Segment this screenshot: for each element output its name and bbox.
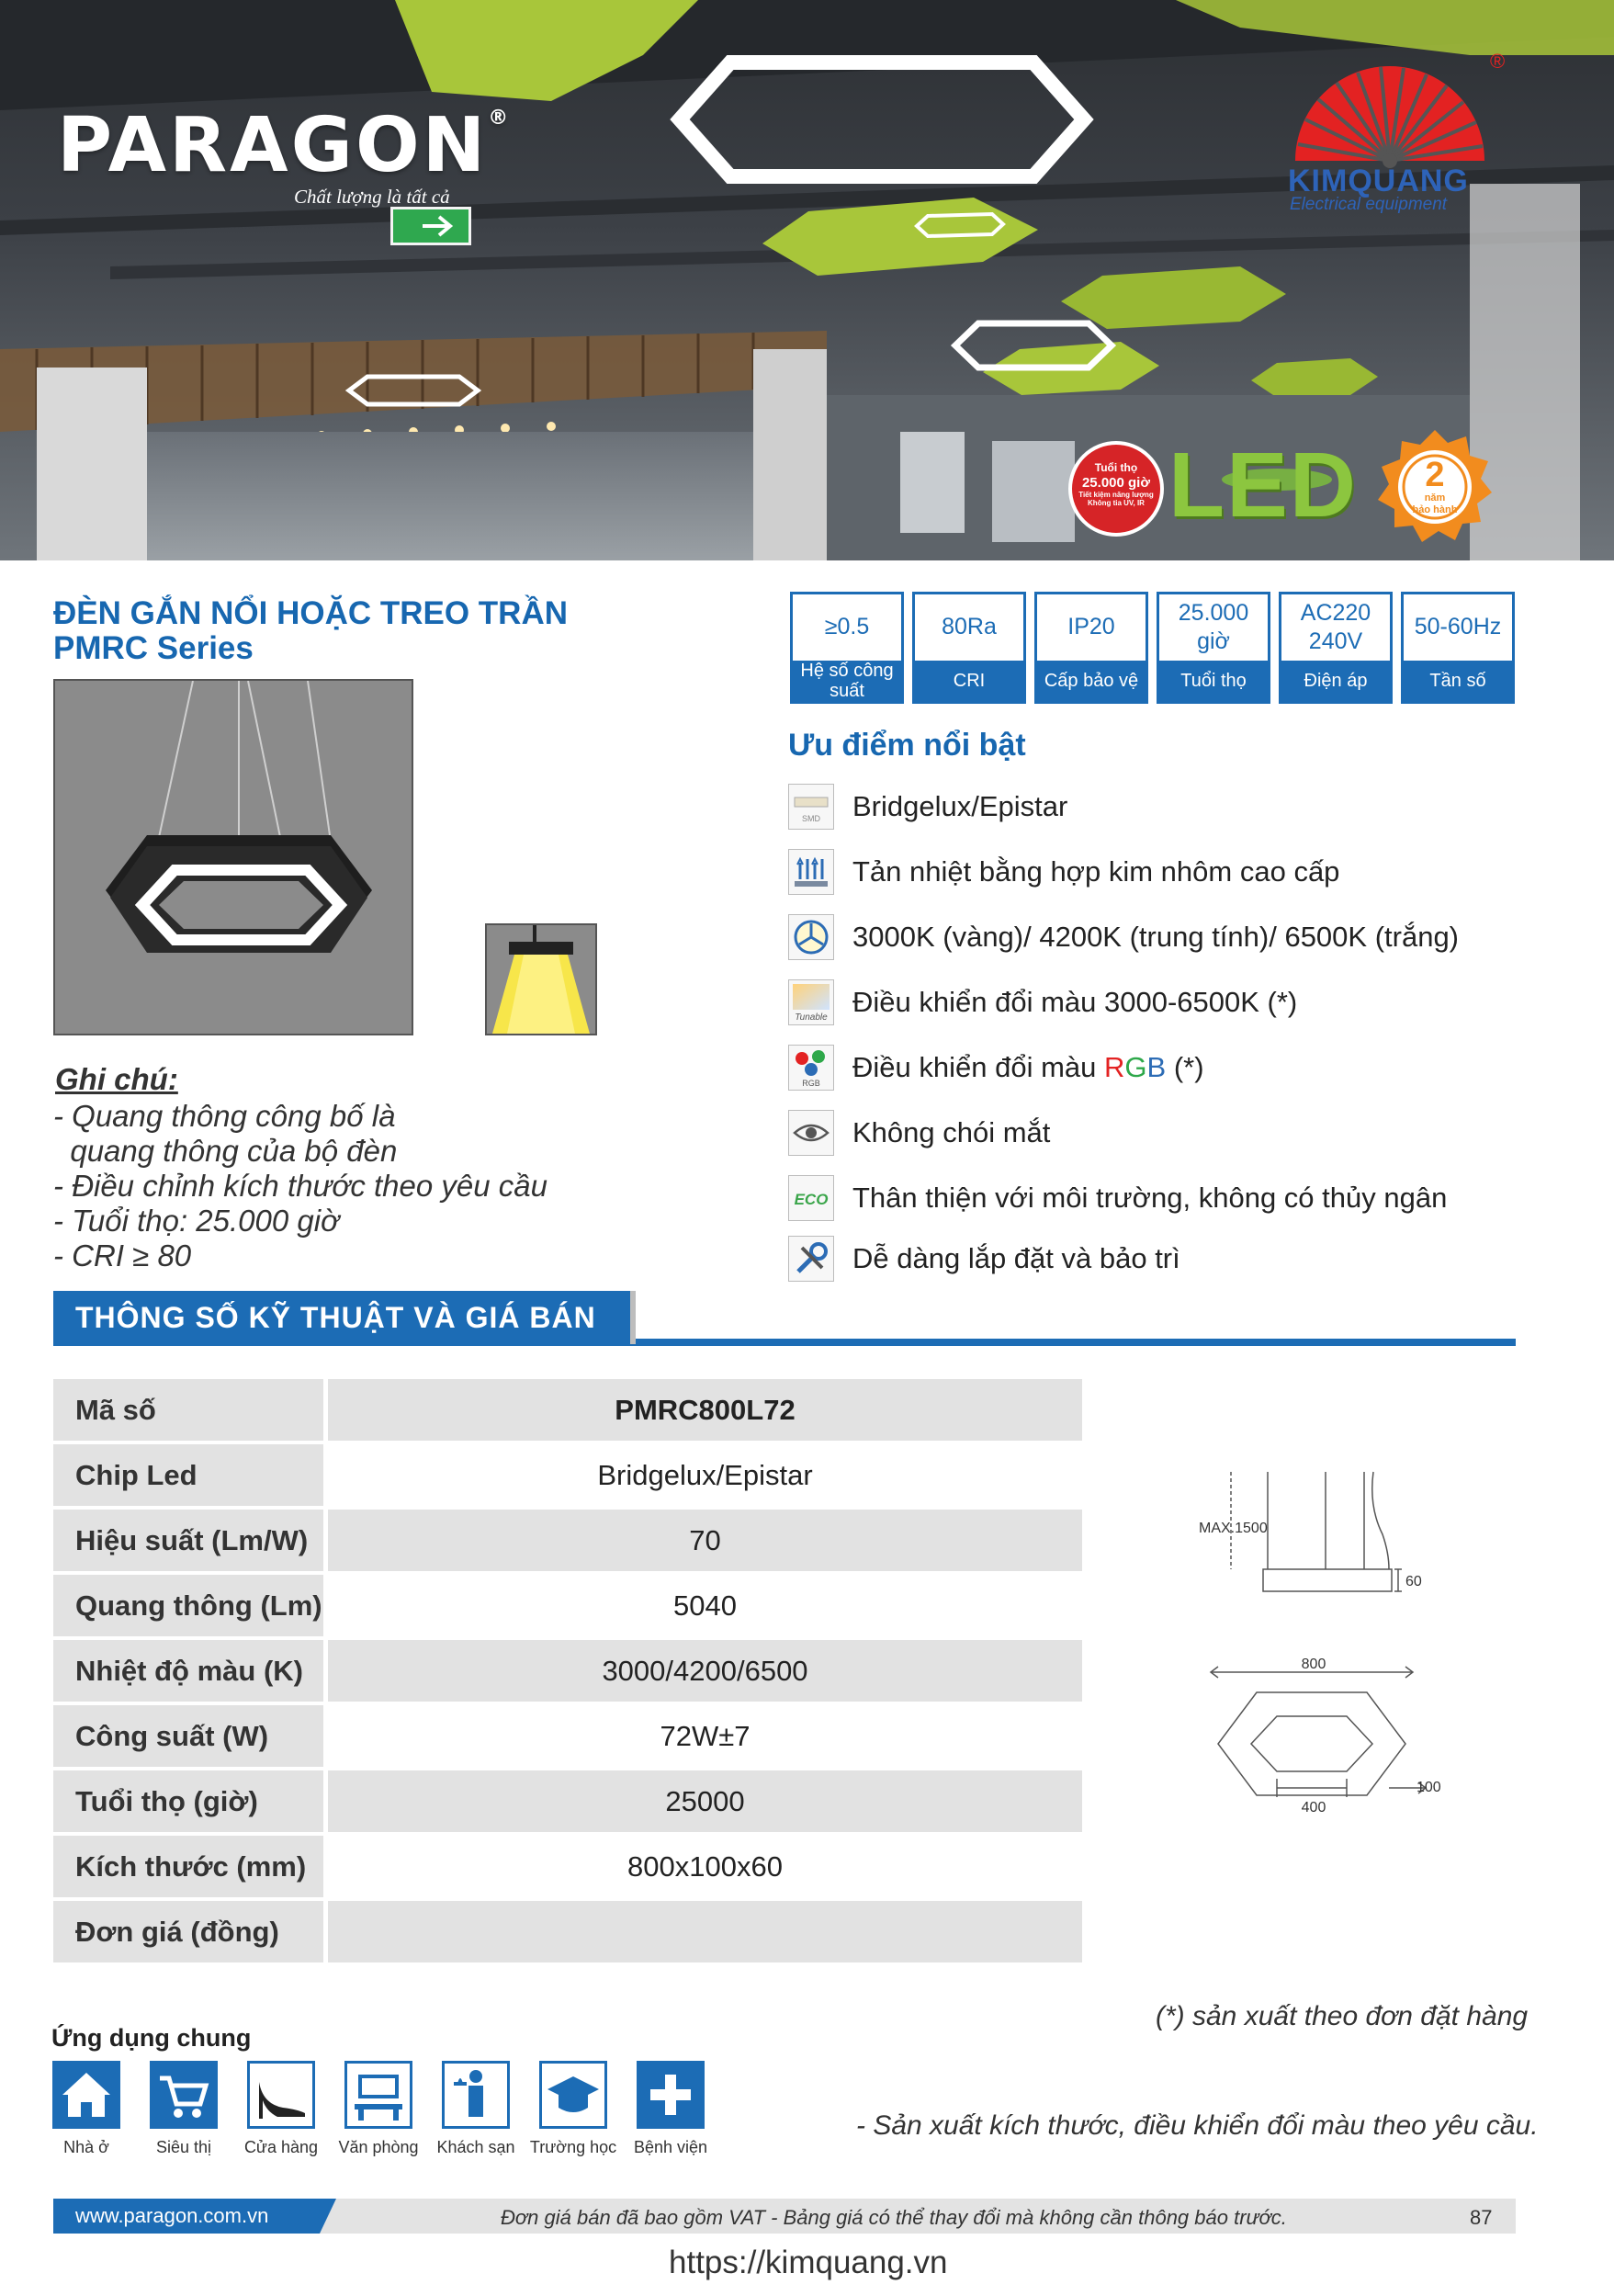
table-row: Tuổi thọ (giờ) 25000 xyxy=(53,1770,1082,1832)
footer-website-tab-edge xyxy=(320,2199,336,2234)
application-item: Nhà ở xyxy=(40,2061,132,2157)
notes-heading: Ghi chú: xyxy=(55,1062,178,1096)
product-photo xyxy=(53,679,413,1035)
section-tab-shadow xyxy=(630,1291,636,1344)
application-item: Khách sạn xyxy=(430,2061,522,2157)
svg-text:ECO: ECO xyxy=(794,1191,829,1208)
footer-website-link[interactable]: www.paragon.com.vn xyxy=(53,2199,320,2234)
page-number: 87 xyxy=(1470,2206,1493,2229)
shopping-cart-icon xyxy=(150,2061,218,2129)
note-line: - Quang thông công bố là xyxy=(53,1099,396,1133)
application-item: Văn phòng xyxy=(333,2061,424,2157)
advantages-heading: Ưu điểm nổi bật xyxy=(788,728,1026,763)
kimquang-subtitle: Electrical equipment xyxy=(1290,195,1448,214)
advantage-item: SMD Bridgelux/Epistar xyxy=(788,783,1067,831)
kimquang-logo-text: KIMQUANG xyxy=(1288,164,1469,198)
office-desk-icon xyxy=(344,2061,412,2129)
high-heel-icon xyxy=(247,2061,315,2129)
dimension-width: 800 xyxy=(1301,1657,1326,1672)
spec-voltage: AC220 240V Điện áp xyxy=(1279,592,1393,704)
advantage-item: Dễ dàng lắp đặt và bảo trì xyxy=(788,1235,1180,1283)
spec-lifetime: 25.000 giờ Tuổi thọ xyxy=(1157,592,1270,704)
kimquang-url-link[interactable]: https://kimquang.vn xyxy=(669,2245,948,2280)
hotel-waiter-icon xyxy=(442,2061,510,2129)
spec-frequency: 50-60Hz Tần số xyxy=(1401,592,1515,704)
dimension-inner: 400 xyxy=(1301,1800,1326,1815)
eye-icon xyxy=(788,1110,834,1156)
note-line: - CRI ≥ 80 xyxy=(53,1238,192,1272)
advantage-item: Tunable Điều khiển đổi màu 3000-6500K (*) xyxy=(788,978,1297,1026)
note-line: quang thông của bộ đèn xyxy=(53,1134,398,1168)
applications-heading: Ứng dụng chung xyxy=(51,2024,252,2052)
order-note: (*) sản xuất theo đơn đặt hàng xyxy=(1156,2001,1529,2031)
table-row: Mã số PMRC800L72 xyxy=(53,1379,1082,1441)
kimquang-registered-mark: ® xyxy=(1490,50,1506,73)
heat-sink-icon xyxy=(788,849,834,895)
light-beam-photo xyxy=(485,923,597,1035)
spec-power-factor: ≥0.5 Hệ số công suất xyxy=(790,592,904,704)
paragon-logo: PARAGON® xyxy=(57,102,512,189)
tunable-icon xyxy=(788,979,834,1025)
hero-banner xyxy=(0,0,1614,560)
led-label: LED xyxy=(1168,434,1358,537)
svg-text:SMD: SMD xyxy=(802,814,820,823)
graduation-cap-icon xyxy=(539,2061,607,2129)
hospital-cross-icon xyxy=(637,2061,705,2129)
application-item: Cửa hàng xyxy=(235,2061,327,2157)
dimension-max-length: MAX.1500 xyxy=(1199,1521,1268,1536)
svg-text:RGB: RGB xyxy=(802,1079,820,1088)
table-row: Chip Led Bridgelux/Epistar xyxy=(53,1444,1082,1506)
custom-production-note: - Sản xuất kích thước, điều khiển đổi màu theo yêu cầu. xyxy=(856,2110,1539,2141)
advantage-item: 3000K (vàng)/ 4200K (trung tính)/ 6500K (trắng) xyxy=(788,913,1459,961)
note-line: - Tuổi thọ: 25.000 giờ xyxy=(53,1204,340,1238)
application-item: Bệnh viện xyxy=(625,2061,717,2157)
table-row: Đơn giá (đồng) xyxy=(53,1901,1082,1962)
product-title: ĐÈN GẮN NỔI HOẶC TREO TRẦN xyxy=(53,595,568,631)
application-item: Siêu thị xyxy=(138,2061,230,2157)
note-line: - Điều chỉnh kích thước theo yêu cầu xyxy=(53,1169,547,1203)
color-temperature-icon xyxy=(788,914,834,960)
house-icon xyxy=(52,2061,120,2129)
advantage-item: Tản nhiệt bằng hợp kim nhôm cao cấp xyxy=(788,848,1339,896)
advantage-item: RGB Điều khiển đổi màu RGB (*) xyxy=(788,1044,1204,1091)
footer-disclaimer: Đơn giá bán đã bao gồm VAT - Bảng giá có thể thay đổi mà không cần thông báo trước. xyxy=(501,2206,1287,2229)
section-title: THÔNG SỐ KỸ THUẬT VÀ GIÁ BÁN xyxy=(53,1291,630,1344)
dimension-height: 60 xyxy=(1405,1574,1422,1589)
tools-icon xyxy=(788,1236,834,1282)
spec-cri: 80Ra CRI xyxy=(912,592,1026,704)
product-series: PMRC Series xyxy=(53,630,254,666)
svg-text:Tunable: Tunable xyxy=(795,1012,828,1023)
table-row: Quang thông (Lm) 5040 xyxy=(53,1575,1082,1636)
advantage-item: Không chói mắt xyxy=(788,1109,1050,1157)
advantage-item: ECO Thân thiện với môi trường, không có thủy ngân xyxy=(788,1174,1447,1222)
warranty-seal: 2 năm bảo hành xyxy=(1412,456,1458,515)
smd-chip-icon xyxy=(788,784,834,830)
dimension-drawing xyxy=(1185,1461,1497,1883)
paragon-tagline: Chất lượng là tất cả xyxy=(294,186,450,208)
rgb-icon xyxy=(788,1045,834,1091)
eco-icon xyxy=(788,1175,834,1221)
spec-ip-rating: IP20 Cấp bảo vệ xyxy=(1034,592,1148,704)
table-row: Hiệu suất (Lm/W) 70 xyxy=(53,1510,1082,1571)
dimension-frame: 100 xyxy=(1416,1780,1441,1795)
lifetime-badge: Tuổi thọ 25.000 giờ Tiết kiệm năng lượng Không tia UV, IR xyxy=(1078,461,1154,508)
table-row: Công suất (W) 72W±7 xyxy=(53,1705,1082,1767)
spec-table xyxy=(53,1375,1082,1966)
table-row: Kích thước (mm) 800x100x60 xyxy=(53,1836,1082,1897)
table-row: Nhiệt độ màu (K) 3000/4200/6500 xyxy=(53,1640,1082,1702)
hero-ceiling-photo xyxy=(0,0,1614,560)
application-item: Trường học xyxy=(527,2061,619,2157)
